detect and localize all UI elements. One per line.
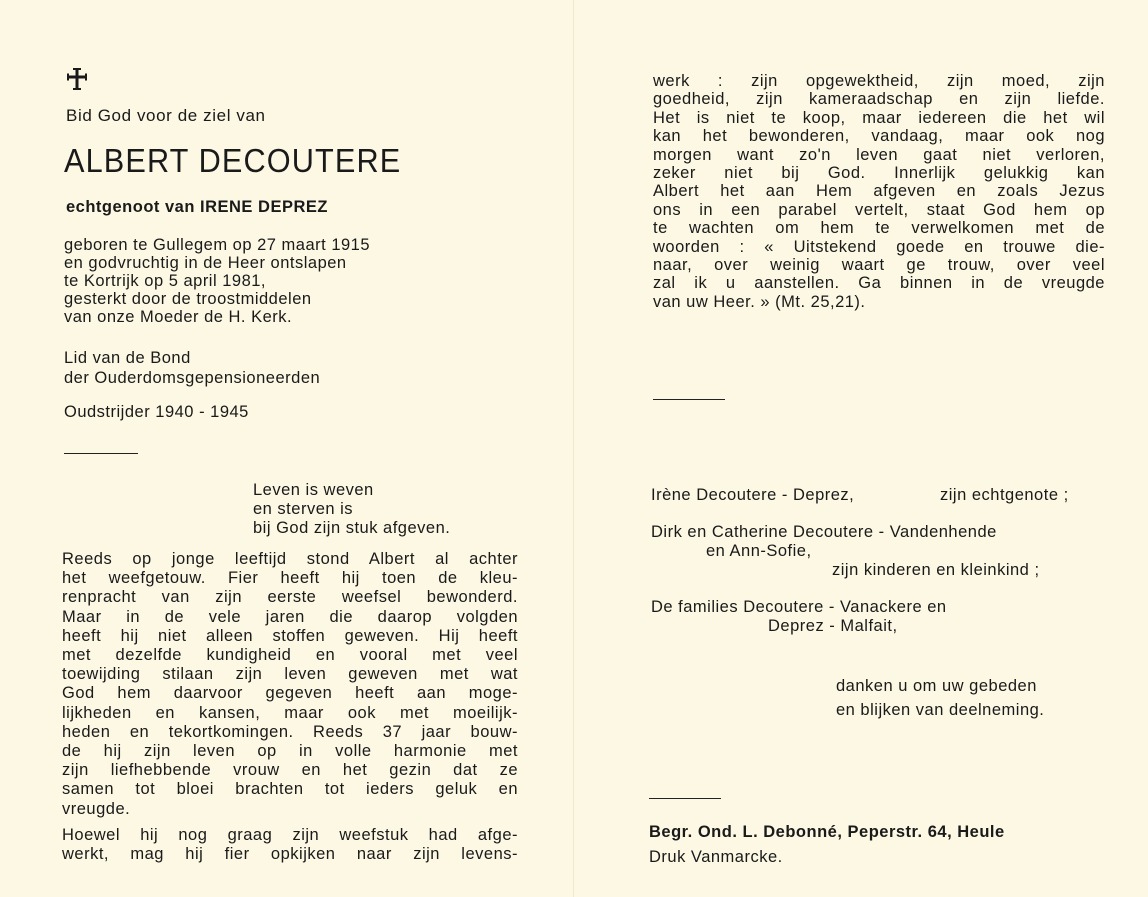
poem-line: Leven is weven — [253, 481, 374, 499]
text-line: woorden : « Uitstekend goede en trouwe die- — [653, 237, 1105, 256]
body-line: Reeds op jonge leeftijd stond Albert al achter — [62, 550, 518, 568]
body-paragraph — [62, 550, 518, 819]
birth-line: te Kortrijk op 5 april 1981, — [64, 272, 267, 290]
body-line: met dezelfde kundigheid en vooral met veel — [62, 646, 518, 665]
body-line: renpracht van zijn eerste weefsel bewonderd. — [62, 588, 518, 607]
intro-text: Bid God voor de ziel van — [66, 106, 266, 125]
body-line: heden en tekortkomingen. Reeds 37 jaar bouw- — [62, 722, 518, 741]
body-paragraph-2 — [62, 826, 518, 864]
grandchild-name: en Ann-Sofie, — [706, 542, 812, 560]
text-line: goedheid, zijn kameraadschap en zijn liefde. — [653, 90, 1105, 109]
poem-line: en sterven is — [253, 500, 354, 518]
birth-line: van onze Moeder de H. Kerk. — [64, 308, 293, 326]
deceased-name: ALBERT DECOUTERE — [64, 142, 402, 179]
body-line: samen tot bloei brachten tot ieders geluk en — [62, 780, 518, 799]
body-line: toewijding stilaan zijn leven geweven met wat — [62, 665, 518, 684]
right-panel — [574, 0, 1148, 897]
text-line: werk : zijn opgewektheid, zijn moed, zijn — [653, 72, 1105, 90]
body-line: God hem daarvoor gegeven heeft aan moge- — [62, 684, 518, 703]
text-line: Het is niet te koop, maar iedereen die het wil — [653, 108, 1105, 127]
member-line: Lid van de Bond — [64, 349, 191, 367]
text-line: zal ik u aanstellen. Ga binnen in de vreugde — [653, 274, 1105, 293]
text-line: van uw Heer. » (Mt. 25,21). — [653, 292, 866, 311]
birth-line: en godvruchtig in de Heer ontslapen — [64, 254, 347, 272]
body-line: het weefgetouw. Fier heeft hij toen de kleu- — [62, 569, 518, 588]
birth-line: geboren te Gullegem op 27 maart 1915 — [64, 236, 371, 254]
body-line: Maar in de vele jaren die daarop volgden — [62, 607, 518, 626]
text-line: naar, over weinig waart ge trouw, over veel — [653, 256, 1105, 275]
body-line: werkt, mag hij fier opkijken naar zijn levens- — [62, 845, 518, 864]
divider — [653, 399, 725, 400]
spouse-name: Irène Decoutere - Deprez, — [651, 486, 855, 504]
families-line: De families Decoutere - Vanackere en — [651, 598, 947, 616]
veteran-line: Oudstrijder 1940 - 1945 — [64, 403, 249, 421]
member-line: der Ouderdomsgepensioneerden — [64, 369, 321, 387]
birth-details — [64, 236, 370, 326]
spouse-role: zijn echtgenote ; — [940, 486, 1069, 504]
thanks-line: danken u om uw gebeden — [836, 677, 1037, 695]
spouse-line: echtgenoot van IRENE DEPREZ — [66, 198, 328, 216]
membership — [64, 348, 320, 388]
families-line: Deprez - Malfait, — [768, 617, 898, 635]
body-line: lijkheden en kansen, maar ook met moeilijk- — [62, 703, 518, 722]
text-line: te wachten om hem te verwelkomen met de — [653, 219, 1105, 238]
body-line: heeft hij niet alleen stoffen geweven. Hij heeft — [62, 626, 518, 645]
text-line: kan het bewonderen, vandaag, maar ook nog — [653, 127, 1105, 146]
text-line: ons in een parabel vertelt, staat God hem op — [653, 200, 1105, 219]
body-line: vreugde. — [62, 799, 131, 818]
children-names: Dirk en Catherine Decoutere - Vandenhende — [651, 523, 997, 541]
text-line: morgen want zo'n leven gaat niet verloren, — [653, 145, 1105, 164]
body-line: zijn liefhebbende vrouw en het gezin dat ze — [62, 761, 518, 780]
birth-line: gesterkt door de troostmiddelen — [64, 290, 312, 308]
divider — [64, 453, 138, 454]
poem — [253, 481, 450, 538]
cross-icon — [66, 67, 88, 91]
poem-line: bij God zijn stuk afgeven. — [253, 519, 451, 537]
body-line: Hoewel hij nog graag zijn weefstuk had afge- — [62, 826, 518, 844]
thanks — [836, 674, 1044, 722]
continued-text — [653, 72, 1105, 311]
undertaker-line: Begr. Ond. L. Debonné, Peperstr. 64, Heule — [649, 823, 1005, 841]
text-line: Albert het aan Hem afgeven en zoals Jezus — [653, 182, 1105, 201]
text-line: zeker niet bij God. Innerlijk gelukkig kan — [653, 164, 1105, 183]
children-role: zijn kinderen en kleinkind ; — [832, 561, 1040, 579]
thanks-line: en blijken van deelneming. — [836, 701, 1045, 719]
divider — [649, 798, 721, 799]
printer-line: Druk Vanmarcke. — [649, 848, 783, 866]
body-line: de hij zijn leven op in volle harmonie met — [62, 742, 518, 761]
